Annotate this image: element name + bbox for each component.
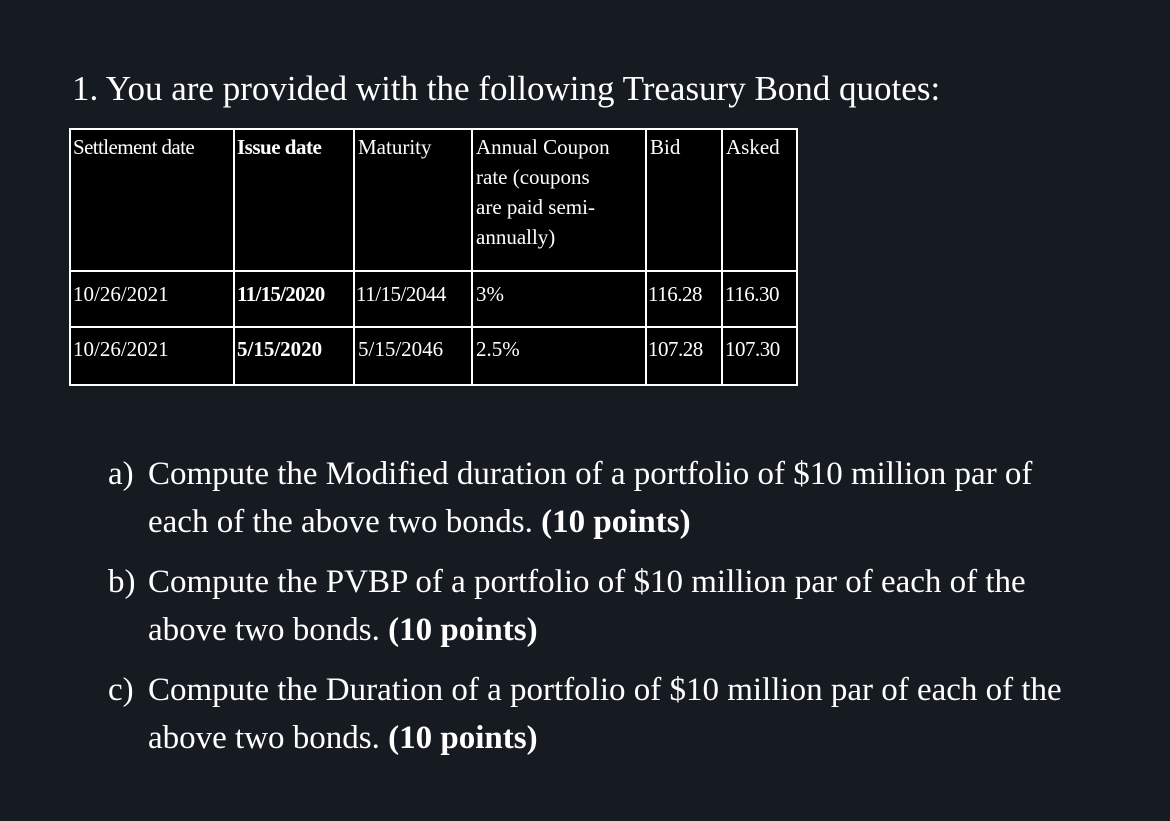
question-letter: b) (108, 564, 136, 600)
row-2-settlement-date: 10/26/2021 (73, 337, 169, 361)
row-2-maturity: 5/15/2046 (358, 337, 444, 361)
question-letter: a) (108, 456, 134, 492)
row-1-maturity: 11/15/2044 (356, 282, 446, 306)
row-1-issue-date: 11/15/2020 (237, 282, 325, 306)
header-asked: Asked (726, 135, 780, 159)
treasury-bond-quotes-table (69, 128, 798, 386)
column-divider (645, 130, 647, 384)
row-2-issue-date: 5/15/2020 (237, 337, 323, 361)
question-text: Compute the PVBP of a portfolio of $10 million par of each of the above two bonds. (148, 564, 1026, 648)
column-divider (353, 130, 355, 384)
column-divider (721, 130, 723, 384)
row-1-asked: 116.30 (725, 282, 779, 306)
row-divider (71, 270, 796, 272)
row-2-asked: 107.30 (725, 337, 780, 361)
header-coupon-line-2: rate (coupons (476, 165, 590, 189)
header-issue-date: Issue date (237, 135, 322, 159)
column-divider (233, 130, 235, 384)
question-letter: c) (108, 672, 134, 708)
row-2-coupon: 2.5% (476, 337, 520, 361)
row-1-coupon: 3% (476, 282, 504, 306)
header-coupon-line-1: Annual Coupon (476, 135, 610, 159)
question-a (108, 450, 1068, 546)
question-heading: 1. You are provided with the following Treasury Bond quotes: (72, 69, 941, 108)
header-settlement-date: Settlement date (73, 135, 195, 159)
question-list (108, 450, 1068, 774)
header-coupon-line-4: annually) (476, 225, 556, 249)
header-bid: Bid (650, 135, 681, 159)
row-1-bid: 116.28 (648, 282, 702, 306)
row-2-bid: 107.28 (648, 337, 703, 361)
question-text: Compute the Modified duration of a portfolio of $10 million par of each of the above two bonds. (148, 456, 1033, 540)
row-1-settlement-date: 10/26/2021 (73, 282, 169, 306)
header-maturity: Maturity (358, 135, 432, 159)
points-label: (10 points) (388, 720, 538, 756)
column-divider (471, 130, 473, 384)
header-coupon-line-3: are paid semi- (476, 195, 595, 219)
question-text: Compute the Duration of a portfolio of $10 million par of each of the above two bonds. (148, 672, 1062, 756)
points-label: (10 points) (388, 612, 538, 648)
question-c (108, 666, 1068, 762)
question-b (108, 558, 1068, 654)
points-label: (10 points) (541, 504, 691, 540)
row-divider (71, 326, 796, 328)
